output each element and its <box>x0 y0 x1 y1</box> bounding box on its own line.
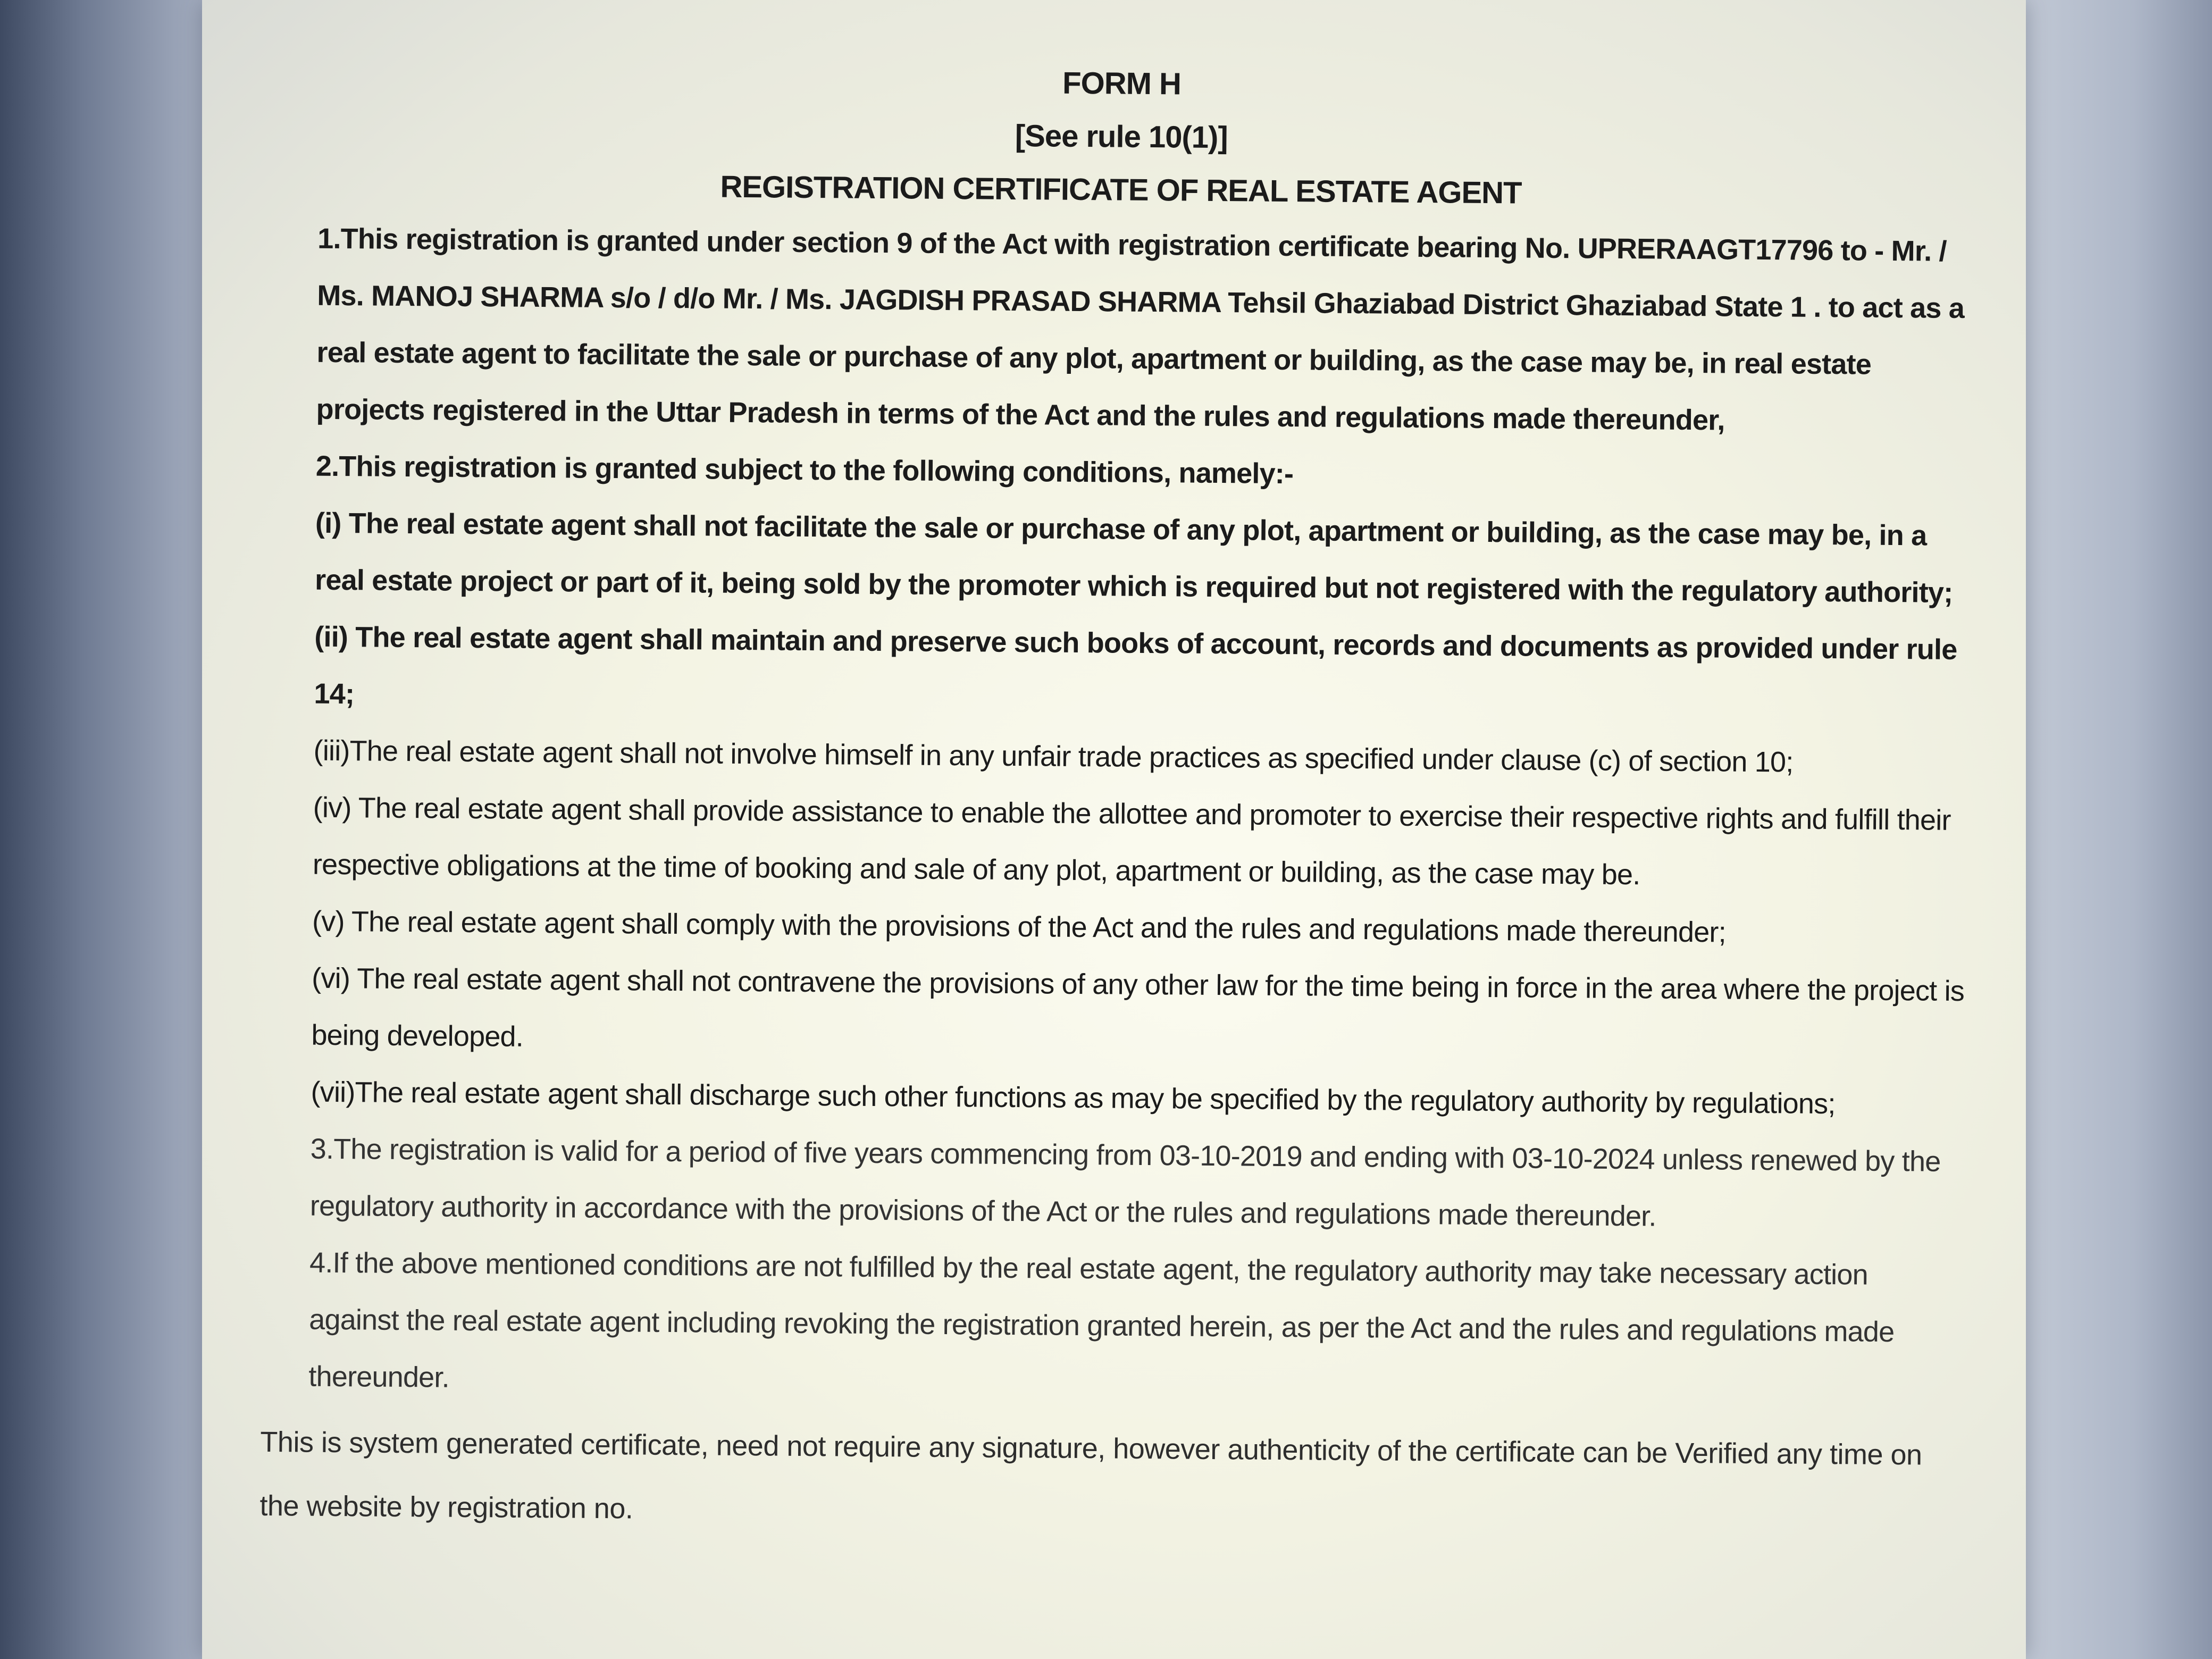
paragraph-3: 3.The registration is valid for a period of five years commencing from 03-10-2019 and ending with 03-10-2024 unless renewed by the regulatory authority in accordance with the provisions of the Act or the rules and regulations made thereunder. <box>309 1133 1941 1233</box>
monitor-bezel-right <box>2015 0 2212 1659</box>
condition-5: (v) The real estate agent shall comply with the provisions of the Act and the rules and regulations made thereunder; <box>312 905 1727 949</box>
paragraph-4: 4.If the above mentioned conditions are not fulfilled by the real estate agent, the regulatory authority may take necessary action against the real estate agent including revoking the registration granted herein, as per the Act and the rules and regulations made thereunder. <box>308 1246 1895 1394</box>
rule-reference: [See rule 10(1)] <box>1015 118 1228 155</box>
condition-2: (ii) The real estate agent shall maintain and preserve such books of account, records and documents as provided under rule 14; <box>314 621 1957 710</box>
certificate-body <box>259 51 1973 1551</box>
certificate-title: REGISTRATION CERTIFICATE OF REAL ESTATE AGENT <box>720 169 1522 211</box>
paragraph-2: 2.This registration is granted subject to the following conditions, namely:- <box>315 450 1294 490</box>
certificate-page <box>202 0 2026 1659</box>
condition-4: (iv) The real estate agent shall provide assistance to enable the allottee and promoter to exercise their respective rights and fulfill their respective obligations at the time of booking and sale of any plot, apartment or building, as the case may be. <box>312 791 1951 891</box>
condition-1: (i) The real estate agent shall not facilitate the sale or purchase of any plot, apartment or building, as the case may be, in a real estate project or part of it, being sold by the promoter which is required but not registered with the regulatory authority; <box>314 507 1953 609</box>
monitor-bezel-left <box>0 0 207 1659</box>
condition-6: (vi) The real estate agent shall not contravene the provisions of any other law for the time being in force in the area where the project is being developed. <box>311 962 1965 1053</box>
form-heading: FORM H <box>1062 65 1182 102</box>
system-generated-note: This is system generated certificate, need not require any signature, however authenticity of the certificate can be Verified any time on the website by registration no. <box>259 1426 1922 1525</box>
condition-3: (iii)The real estate agent shall not involve himself in any unfair trade practices as specified under clause (c) of section 10; <box>313 734 1794 778</box>
condition-7: (vii)The real estate agent shall discharge such other functions as may be specified by the regulatory authority by regulations; <box>311 1076 1836 1120</box>
paragraph-1: 1.This registration is granted under section 9 of the Act with registration certificate bearing No. UPRERAAGT17796 to - Mr. / Ms. MANOJ SHARMA s/o / d/o Mr. / Ms. JAGDISH PRASAD SHARMA Tehsil Ghaziabad District Ghaziabad State 1 . to act as a real estate agent to facilitate the sale or purchase of any plot, apartment or building, as the case may be, in real estate projects registered in the Uttar Pradesh in terms of the Act and the rules and regulations made thereunder, <box>316 222 1965 437</box>
